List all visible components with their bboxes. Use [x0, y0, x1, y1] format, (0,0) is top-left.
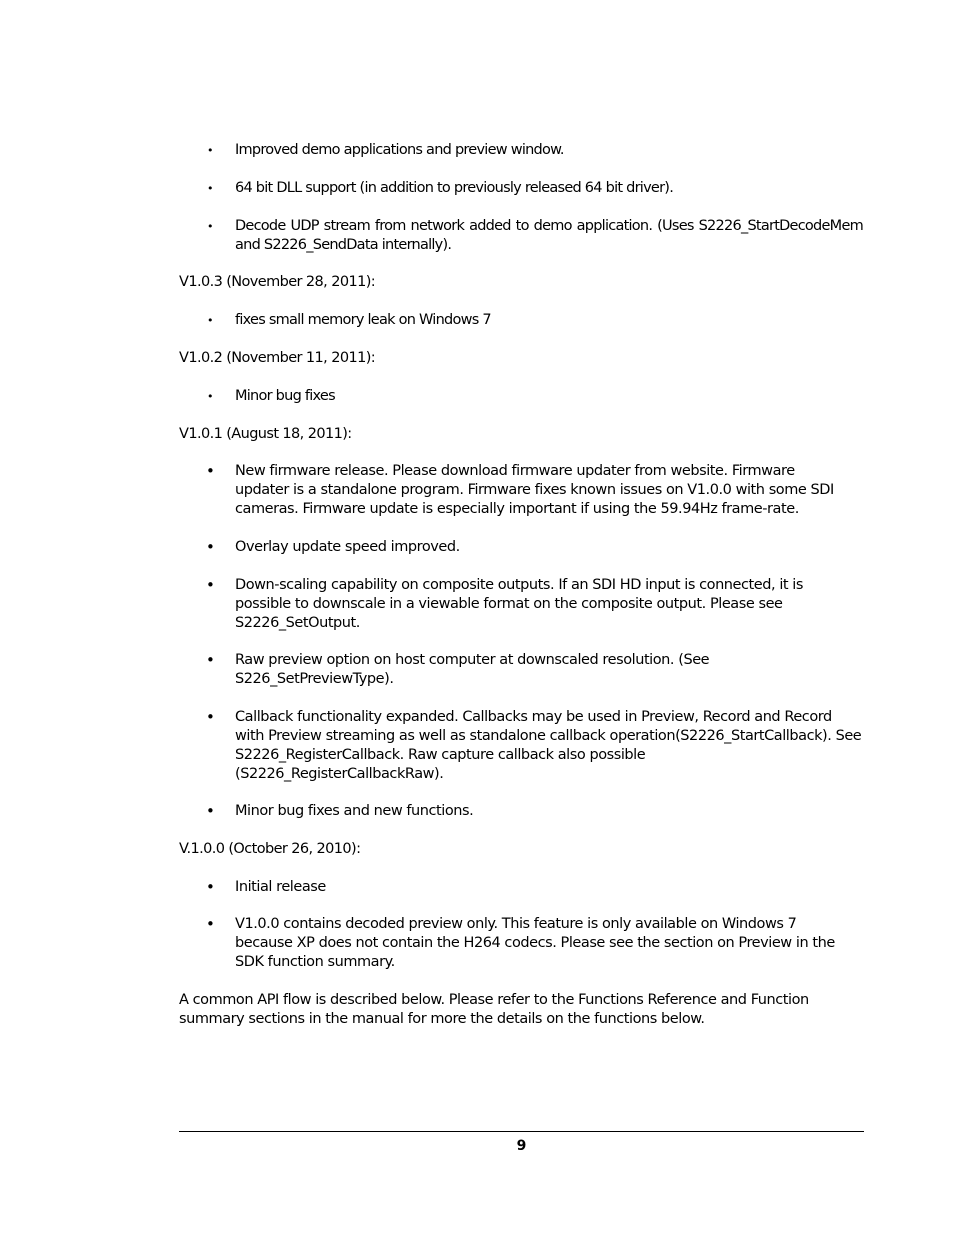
list-item-text: SDK function summary.	[235, 954, 395, 970]
list-item-text: Callback functionality expanded. Callbacks may be used in Preview, Record and Record	[235, 709, 832, 725]
list-item	[235, 708, 875, 784]
list-item-text: 64 bit DLL support (in addition to previously released 64 bit driver).	[235, 180, 674, 196]
bullet-marker: •	[207, 220, 214, 233]
bullet-marker: •	[206, 802, 215, 820]
list-item-text: Minor bug fixes	[235, 388, 335, 404]
version-heading: V.1.0.0 (October 26, 2010):	[179, 841, 361, 857]
bullet-marker: •	[206, 576, 215, 594]
list-item-text: Initial release	[235, 879, 326, 895]
list-item-text: (S2226_RegisterCallbackRaw).	[235, 766, 444, 782]
list-item	[235, 915, 875, 972]
list-item-text: and S2226_SendData internally).	[235, 237, 452, 253]
list-item-text: S2226_SetOutput.	[235, 615, 360, 631]
footer-divider	[179, 1131, 864, 1132]
list-item-text: with Preview streaming as well as standalone callback operation(S2226_StartCallback). See	[235, 728, 862, 744]
list-item-text: Raw preview option on host computer at downscaled resolution. (See	[235, 652, 710, 668]
list-item	[235, 576, 875, 633]
list-item	[235, 387, 875, 406]
bullet-marker: •	[207, 390, 214, 403]
list-item-text: possible to downscale in a viewable format on the composite output. Please see	[235, 596, 783, 612]
list-item	[235, 462, 875, 519]
list-item	[235, 878, 875, 897]
list-item	[235, 141, 875, 160]
list-item-text: because XP does not contain the H264 codecs. Please see the section on Preview in the	[235, 935, 835, 951]
list-item-text: Decode UDP stream from network added to demo application. (Uses S2226_StartDecodeMem	[235, 218, 863, 234]
bullet-marker: •	[207, 182, 214, 195]
paragraph-line: summary sections in the manual for more the details on the functions below.	[179, 1011, 705, 1027]
list-item	[235, 179, 875, 198]
list-item-text: S2226_RegisterCallback. Raw capture callback also possible	[235, 747, 646, 763]
list-item-text: Overlay update speed improved.	[235, 539, 460, 555]
page-number: 9	[516, 1138, 527, 1154]
list-item	[235, 802, 875, 821]
list-item-text: cameras. Firmware update is especially important if using the 59.94Hz frame-rate.	[235, 501, 799, 517]
version-heading: V1.0.3 (November 28, 2011):	[179, 274, 376, 290]
list-item-text: fixes small memory leak on Windows 7	[235, 312, 491, 328]
list-item	[235, 651, 875, 689]
version-heading: V1.0.2 (November 11, 2011):	[179, 350, 376, 366]
list-item	[235, 217, 875, 255]
bullet-marker: •	[207, 144, 214, 157]
list-item-text: S226_SetPreviewType).	[235, 671, 394, 687]
list-item-text: Down-scaling capability on composite outputs. If an SDI HD input is connected, it is	[235, 577, 803, 593]
list-item-text: updater is a standalone program. Firmware fixes known issues on V1.0.0 with some SDI	[235, 482, 834, 498]
list-item-text: V1.0.0 contains decoded preview only. This feature is only available on Windows 7	[235, 916, 797, 932]
list-item	[235, 538, 875, 557]
bullet-marker: •	[206, 651, 215, 669]
bullet-marker: •	[206, 538, 215, 556]
body-paragraph	[179, 991, 879, 1029]
list-item-text: Improved demo applications and preview window.	[235, 142, 564, 158]
bullet-marker: •	[206, 878, 215, 896]
paragraph-line: A common API flow is described below. Please refer to the Functions Reference and Function	[179, 992, 809, 1008]
bullet-marker: •	[207, 314, 214, 327]
list-item	[235, 311, 875, 330]
list-item-text: New firmware release. Please download firmware updater from website. Firmware	[235, 463, 795, 479]
list-item-text: Minor bug fixes and new functions.	[235, 803, 474, 819]
version-heading: V1.0.1 (August 18, 2011):	[179, 426, 352, 442]
bullet-marker: •	[206, 462, 215, 480]
bullet-marker: •	[206, 708, 215, 726]
bullet-marker: •	[206, 915, 215, 933]
